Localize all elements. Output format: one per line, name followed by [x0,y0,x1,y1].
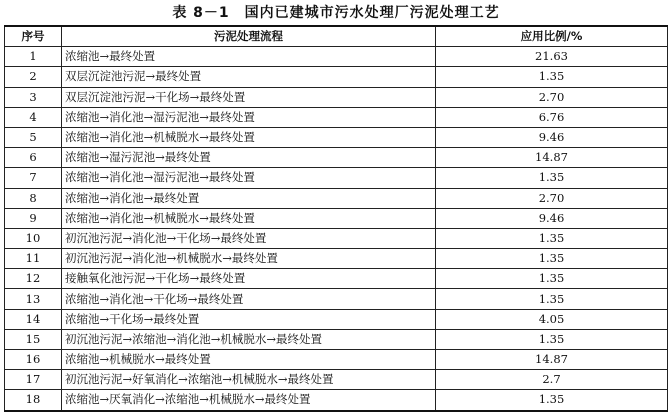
cell-ratio: 1.35 [436,249,668,269]
table-row [5,168,668,188]
cell-process: 浓缩池→消化池→湿污泥池→最终处置 [62,107,436,127]
table-row [5,127,668,147]
cell-ratio: 1.35 [436,289,668,309]
cell-process: 浓缩池→机械脱水→最终处置 [62,350,436,370]
cell-ratio: 2.70 [436,87,668,107]
cell-seq: 11 [5,249,62,269]
cell-seq: 6 [5,148,62,168]
cell-process: 浓缩池→厌氧消化→浓缩池→机械脱水→最终处置 [62,390,436,411]
table-row [5,188,668,208]
cell-seq: 4 [5,107,62,127]
cell-seq: 10 [5,228,62,248]
cell-seq: 12 [5,269,62,289]
cell-process: 初沉池污泥→好氧消化→浓缩池→机械脱水→最终处置 [62,370,436,390]
cell-seq: 14 [5,309,62,329]
cell-seq: 18 [5,390,62,411]
cell-process: 浓缩池→消化池→机械脱水→最终处置 [62,127,436,147]
header-seq: 序号 [5,26,62,47]
cell-seq: 17 [5,370,62,390]
cell-process: 初沉池污泥→消化池→机械脱水→最终处置 [62,249,436,269]
cell-process: 浓缩池→最终处置 [62,47,436,67]
cell-seq: 9 [5,208,62,228]
cell-ratio: 1.35 [436,390,668,411]
cell-process: 浓缩池→干化场→最终处置 [62,309,436,329]
cell-seq: 13 [5,289,62,309]
table-row [5,269,668,289]
cell-seq: 5 [5,127,62,147]
cell-ratio: 9.46 [436,127,668,147]
cell-process: 初沉池污泥→浓缩池→消化池→机械脱水→最终处置 [62,329,436,349]
cell-process: 浓缩池→消化池→湿污泥池→最终处置 [62,168,436,188]
header-process: 污泥处理流程 [62,26,436,47]
header-ratio: 应用比例/% [436,26,668,47]
sludge-process-table [4,25,668,412]
cell-ratio: 2.70 [436,188,668,208]
cell-process: 浓缩池→湿污泥池→最终处置 [62,148,436,168]
cell-process: 浓缩池→消化池→干化场→最终处置 [62,289,436,309]
cell-seq: 7 [5,168,62,188]
table-title: 表 8－1 国内已建城市污水处理厂污泥处理工艺 [172,5,500,21]
table-row [5,390,668,411]
cell-ratio: 6.76 [436,107,668,127]
cell-ratio: 1.35 [436,168,668,188]
cell-ratio: 14.87 [436,350,668,370]
cell-seq: 1 [5,47,62,67]
table-row [5,228,668,248]
cell-ratio: 1.35 [436,228,668,248]
table-row [5,350,668,370]
cell-ratio: 21.63 [436,47,668,67]
cell-process: 浓缩池→消化池→最终处置 [62,188,436,208]
cell-seq: 2 [5,67,62,87]
table-row [5,309,668,329]
cell-process: 初沉池污泥→消化池→干化场→最终处置 [62,228,436,248]
cell-process: 双层沉淀池污泥→最终处置 [62,67,436,87]
cell-ratio: 1.35 [436,269,668,289]
table-row [5,249,668,269]
cell-seq: 15 [5,329,62,349]
cell-seq: 16 [5,350,62,370]
cell-seq: 3 [5,87,62,107]
cell-seq: 8 [5,188,62,208]
table-row [5,208,668,228]
cell-ratio: 9.46 [436,208,668,228]
table-row [5,107,668,127]
table-row [5,47,668,67]
table-row [5,329,668,349]
table-row [5,289,668,309]
table-row [5,67,668,87]
table-row [5,370,668,390]
cell-ratio: 1.35 [436,67,668,87]
table-header-row [5,26,668,47]
cell-ratio: 1.35 [436,329,668,349]
cell-ratio: 4.05 [436,309,668,329]
table-row [5,87,668,107]
cell-process: 浓缩池→消化池→机械脱水→最终处置 [62,208,436,228]
cell-process: 接触氧化池污泥→干化场→最终处置 [62,269,436,289]
cell-process: 双层沉淀池污泥→干化场→最终处置 [62,87,436,107]
cell-ratio: 2.7 [436,370,668,390]
cell-ratio: 14.87 [436,148,668,168]
table-row [5,148,668,168]
